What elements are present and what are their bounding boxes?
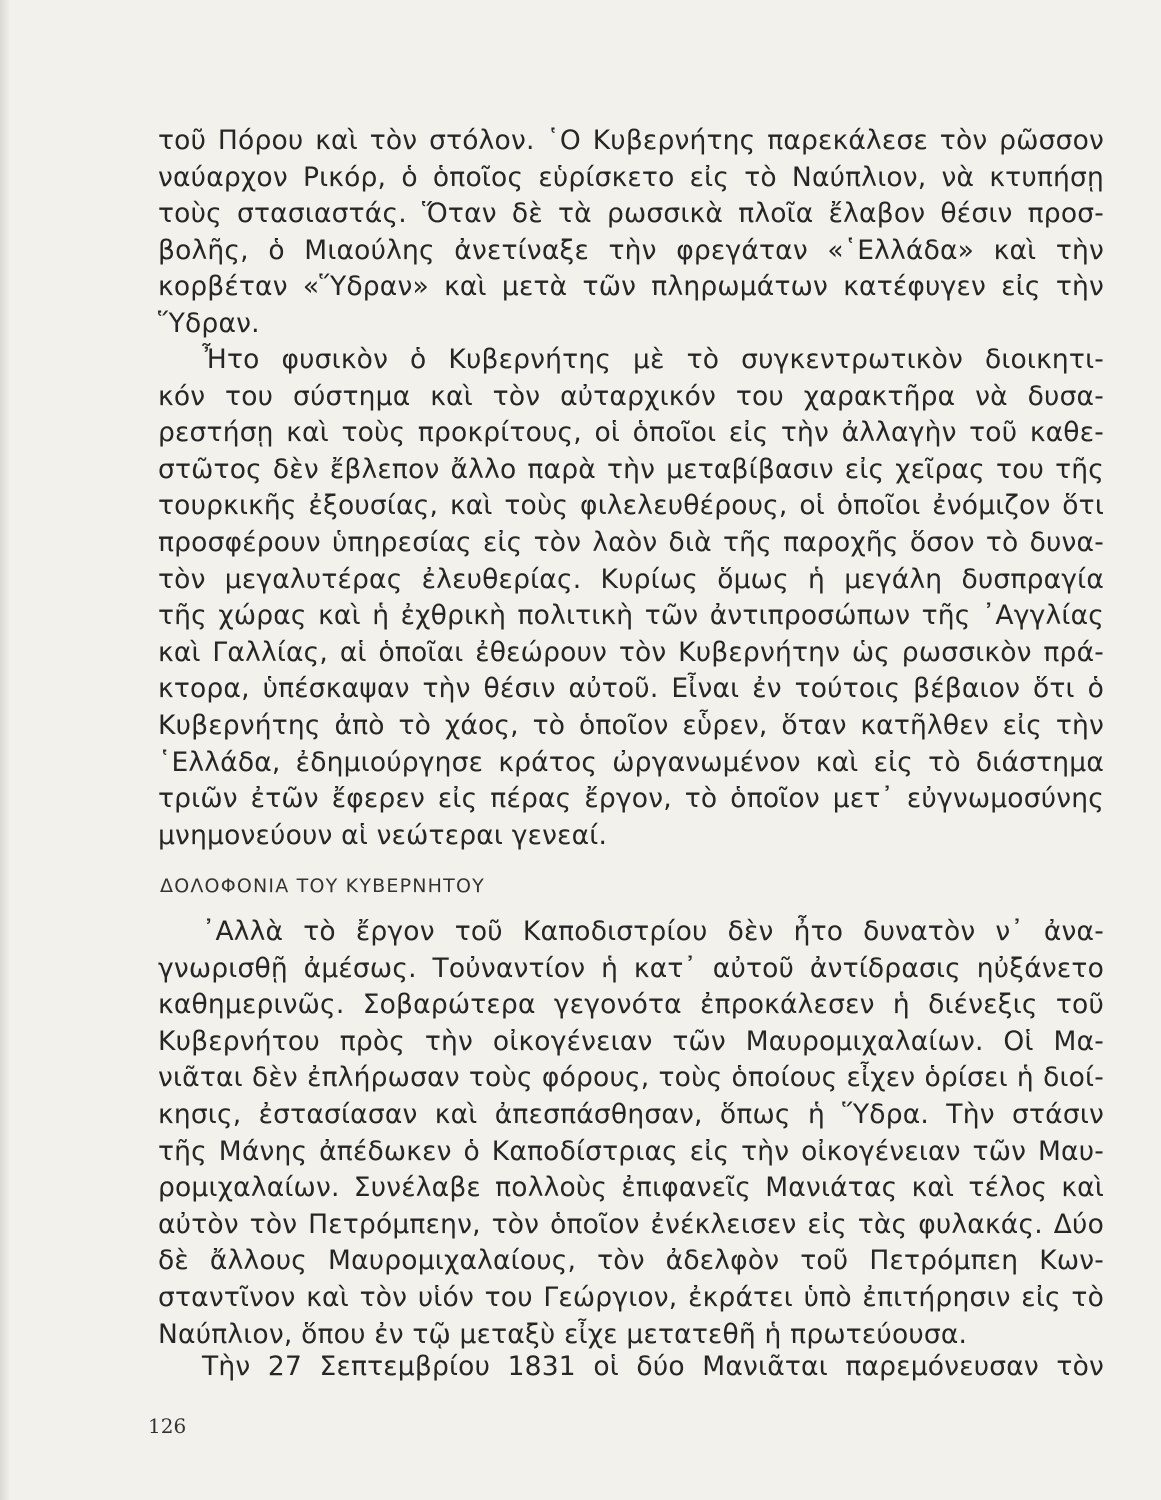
paragraph-3 xyxy=(158,914,1104,1353)
text-line: μνημονεύουν αἱ νεώτεραι γενεαί. xyxy=(158,819,608,851)
text-line: Ναύπλιον, ὅπου ἐν τῷ μεταξὺ εἶχε μετατεθῆ ἡ πρωτεύουσα. xyxy=(158,1318,968,1350)
text-line: στῶτος δὲν ἔβλεπον ἄλλο παρὰ τὴν μεταβίβασιν εἰς χεῖρας του τῆς xyxy=(158,453,1104,485)
text-line: Ὕδραν. xyxy=(158,307,260,339)
text-line: κτορα, ὑπέσκαψαν τὴν θέσιν αὐτοῦ. Εἶναι ἐν τούτοις βέβαιον ὅτι ὁ xyxy=(158,673,1104,705)
text-line: τῆς χώρας καὶ ἡ ἐχθρικὴ πολιτικὴ τῶν ἀντιπροσώπων τῆς ᾿Αγγλίας xyxy=(158,600,1104,632)
text-line: προσφέρουν ὑπηρεσίας εἰς τὸν λαὸν διὰ τῆς παροχῆς ὅσον τὸ δυνα- xyxy=(158,526,1104,558)
paragraph-4 xyxy=(158,1349,1104,1386)
text-line: ῾Ελλάδα, ἐδημιούργησε κράτος ὠργανωμένον καὶ εἰς τὸ διάστημα xyxy=(158,746,1104,778)
text-line: αὐτὸν τὸν Πετρόμπεην, τὸν ὁποῖον ἐνέκλεισεν εἰς τὰς φυλακάς. Δύο xyxy=(158,1208,1104,1240)
text-line: τοὺς στασιαστάς. Ὅταν δὲ τὰ ρωσσικὰ πλοῖα ἔλαβον θέσιν προσ- xyxy=(158,198,1104,230)
text-line: Τὴν 27 Σεπτεμβρίου 1831 οἱ δύο Μανιᾶται παρεμόνευσαν τὸν xyxy=(202,1351,1104,1382)
text-line: κορβέταν «Ὕδραν» καὶ μετὰ τῶν πληρωμάτων κατέφυγεν εἰς τὴν xyxy=(158,271,1104,303)
text-line: νιᾶται δὲν ἐπλήρωσαν τοὺς φόρους, τοὺς ὁποίους εἶχεν ὁρίσει ἡ διοί- xyxy=(158,1062,1104,1094)
text-line: Ἦτο φυσικὸν ὁ Κυβερνήτης μὲ τὸ συγκεντρωτικὸν διοικητι- xyxy=(202,344,1104,375)
text-line: κόν του σύστημα καὶ τὸν αὐταρχικόν του χαρακτῆρα νὰ δυσα- xyxy=(158,380,1104,412)
text-line: καὶ Γαλλίας, αἱ ὁποῖαι ἐθεώρουν τὸν Κυβερνήτην ὡς ρωσσικὸν πρά- xyxy=(158,636,1104,668)
text-line: καθημερινῶς. Σοβαρώτερα γεγονότα ἐπροκάλεσεν ἡ διένεξις τοῦ xyxy=(158,989,1104,1021)
text-line: γνωρισθῇ ἀμέσως. Τοὐναντίον ἡ κατ᾿ αὐτοῦ ἀντίδρασις ηὐξάνετο xyxy=(158,952,1104,984)
text-line: τῆς Μάνης ἀπέδωκεν ὁ Καποδίστριας εἰς τὴν οἰκογένειαν τῶν Μαυ- xyxy=(158,1135,1104,1167)
text-line: τὸν μεγαλυτέρας ἐλευθερίας. Κυρίως ὅμως ἡ μεγάλη δυσπραγία xyxy=(158,563,1104,595)
text-line: βολῆς, ὁ Μιαούλης ἀνετίναξε τὴν φρεγάταν «῾Ελλάδα» καὶ τὴν xyxy=(158,234,1104,266)
text-line: ναύαρχον Ρικόρ, ὁ ὁποῖος εὑρίσκετο εἰς τὸ Ναύπλιον, νὰ κτυπήσῃ xyxy=(158,161,1104,193)
text-line: σταντῖνον καὶ τὸν υἱόν του Γεώργιον, ἐκράτει ὑπὸ ἐπιτήρησιν εἰς τὸ xyxy=(158,1281,1104,1313)
text-line: τοῦ Πόρου καὶ τὸν στόλον. ῾Ο Κυβερνήτης παρεκάλεσε τὸν ρῶσσον xyxy=(158,125,1104,156)
paragraph-1 xyxy=(158,123,1104,343)
text-line: ᾿Αλλὰ τὸ ἔργον τοῦ Καποδιστρίου δὲν ἦτο δυνατὸν ν᾿ ἀνα- xyxy=(202,916,1104,947)
paragraph-2 xyxy=(158,342,1104,854)
text-line: ρεστήσῃ καὶ τοὺς προκρίτους, οἱ ὁποῖοι εἰς τὴν ἀλλαγὴν τοῦ καθε- xyxy=(158,417,1104,449)
text-line: τουρκικῆς ἐξουσίας, καὶ τοὺς φιλελευθέρους, οἱ ὁποῖοι ἐνόμιζον ὅτι xyxy=(158,490,1104,522)
section-heading: ΔΟΛΟΦΟΝΙΑ ΤΟΥ ΚΥΒΕΡΝΗΤΟΥ xyxy=(160,875,485,897)
text-line: δὲ ἄλλους Μαυρομιχαλαίους, τὸν ἀδελφὸν τοῦ Πετρόμπεη Κων- xyxy=(158,1245,1104,1277)
text-line: Κυβερνήτου πρὸς τὴν οἰκογένειαν τῶν Μαυρομιχαλαίων. Οἱ Μα- xyxy=(158,1025,1104,1057)
page-binding-edge xyxy=(0,0,10,1500)
text-line: Κυβερνήτης ἀπὸ τὸ χάος, τὸ ὁποῖον εὗρεν, ὅταν κατῆλθεν εἰς τὴν xyxy=(158,709,1104,741)
text-line: κησις, ἐστασίασαν καὶ ἀπεσπάσθησαν, ὅπως ἡ Ὕδρα. Τὴν στάσιν xyxy=(158,1098,1104,1130)
text-line: τριῶν ἐτῶν ἔφερεν εἰς πέρας ἔργον, τὸ ὁποῖον μετ᾿ εὐγνωμοσύνης xyxy=(158,783,1104,815)
page-number: 126 xyxy=(148,1414,187,1438)
text-line: ρομιχαλαίων. Συνέλαβε πολλοὺς ἐπιφανεῖς Μανιάτας καὶ τέλος καὶ xyxy=(158,1172,1104,1204)
